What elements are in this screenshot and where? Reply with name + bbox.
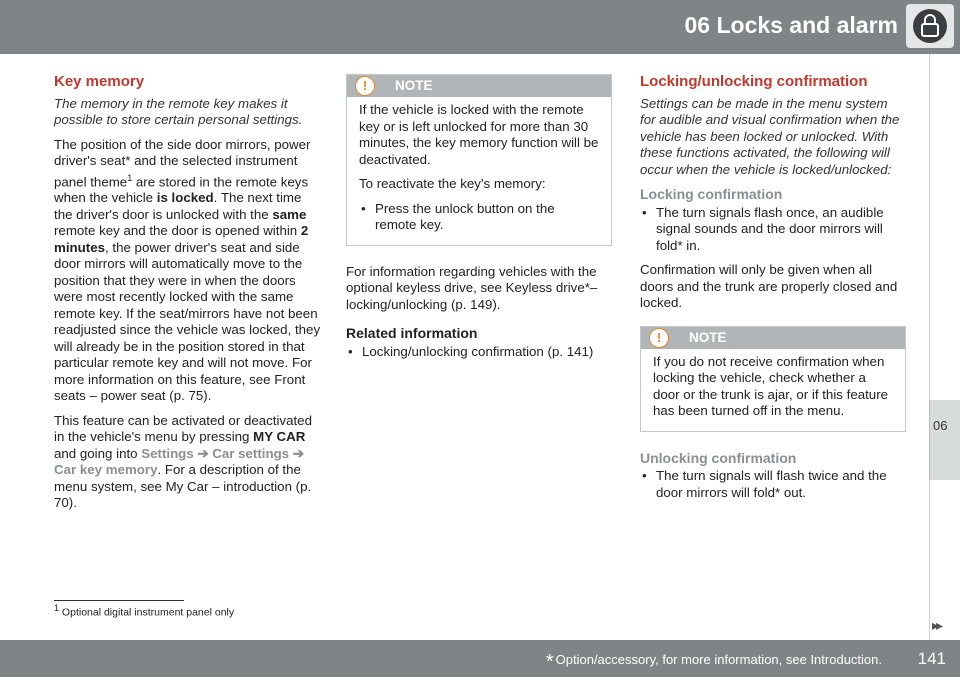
lock-icon	[906, 4, 954, 48]
footnote-divider	[54, 600, 184, 601]
note-bullet: • Press the unlock button on the remote key.	[359, 201, 599, 234]
keyless-drive-paragraph: For information regarding vehicles with the optional keyless drive, see Keyless drive*– locking/unlocking (p. 149).	[346, 263, 598, 312]
note-text: To reactivate the key's memory:	[359, 176, 546, 191]
chapter-tab[interactable]	[929, 400, 960, 480]
footer-note: * Option/accessory, for more information, see Introduction.	[545, 651, 882, 673]
unlocking-confirmation-heading: Unlocking confirmation	[640, 449, 797, 466]
locking-paragraph: Confirmation will only be given when all doors and the trunk are properly closed and locked.	[640, 262, 898, 310]
key-memory-heading: Key memory	[54, 73, 145, 90]
page-footer	[0, 640, 960, 677]
confirmation-lead: Settings can be made in the menu system for audible and visual confirmation when the vehicle has been locked or unlocked. With these functions activated, the following will occur when the vehicle is locked/unlocked:	[640, 95, 900, 177]
chapter-tab-label: 06	[933, 418, 948, 433]
info-icon: !	[649, 328, 669, 348]
middle-column	[346, 74, 612, 368]
note-title: NOTE	[689, 329, 727, 345]
note-text: If you do not receive confirmation when locking the vehicle, check whether a door or the trunk is ajar, or if this feature has been turned off in the menu.	[653, 353, 889, 418]
footnote-ref[interactable]: 1	[127, 172, 133, 183]
page-number: 141	[917, 649, 946, 668]
menu-path: Settings ➔ Car settings ➔ Car key memory	[54, 445, 304, 478]
note-box	[346, 74, 612, 246]
page-header	[0, 0, 960, 54]
confirmation-heading: Locking/unlocking confirmation	[640, 73, 868, 90]
key-memory-paragraph: The position of the side door mirrors, power driver's seat* and the selected instrument panel theme$^1$ are stored in the remote keys when the vehicle is locked. The next time the driver's door is unlocked with the same remote key and the door is opened within 2 minutes, the power driver's seat and side door mirrors will automatically move to the position that they were in when the doors were most recently locked with the same remote key. If the seat/mirrors have not been readjusted since the vehicle was locked, they will already be in the position stored in that particular remote key and will not move. For more information on this feature, see Front seats – power seat (p. 75).	[54, 136, 321, 404]
note-header	[347, 75, 611, 97]
locking-confirmation-heading: Locking confirmation	[640, 186, 783, 202]
locking-bullet: • The turn signals flash once, an audible signal sounds and the door mirrors will fold* in.	[640, 205, 906, 255]
side-divider	[929, 54, 930, 640]
key-memory-activation-paragraph: This feature can be activated or deactivated in the vehicle's menu by pressing MY CAR and going into Settings ➔ Car settings ➔ Car key memory. For a description of the menu system, see My Car – introduction (p. 70).	[54, 412, 312, 511]
confirmation-section	[640, 74, 906, 509]
note-text: If the vehicle is locked with the remote key or is left unlocked for more than 30 minutes, the key memory function will be deactivated.	[359, 102, 599, 167]
note-box	[640, 326, 906, 432]
note-header	[641, 327, 905, 349]
unlocking-bullet: • The turn signals will flash twice and the door mirrors will fold* out.	[640, 468, 906, 501]
footnote: $^1$ Optional digital instrument panel only	[54, 603, 235, 619]
related-info-link[interactable]: • Locking/unlocking confirmation (p. 141)	[346, 344, 612, 361]
chapter-title: 06 Locks and alarm	[684, 12, 898, 38]
double-chevron-right-icon[interactable]: ▸▸	[931, 617, 940, 633]
info-icon: !	[355, 76, 375, 96]
key-memory-lead: The memory in the remote key makes it possible to store certain personal settings.	[54, 95, 303, 127]
related-info-heading: Related information	[346, 325, 478, 341]
note-title: NOTE	[395, 78, 433, 93]
key-memory-section	[54, 74, 322, 520]
